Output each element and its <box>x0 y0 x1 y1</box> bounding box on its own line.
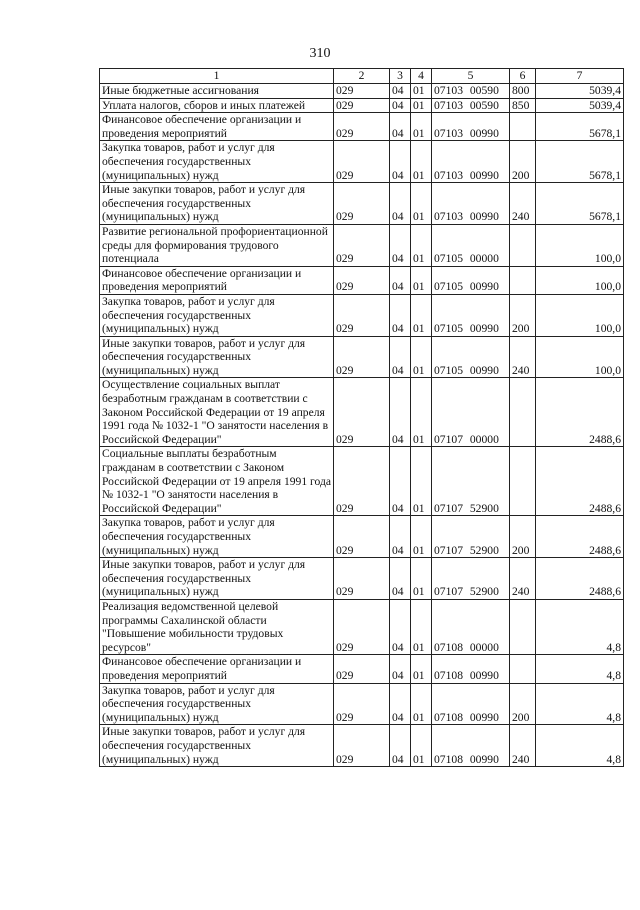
row-section: 04 <box>390 655 411 683</box>
row-section: 04 <box>390 725 411 767</box>
row-grbs: 029 <box>334 516 390 558</box>
table-row <box>100 183 624 225</box>
table-row <box>100 336 624 378</box>
row-amount: 2488,6 <box>536 558 624 600</box>
row-expense-type <box>510 224 536 266</box>
row-grbs: 029 <box>334 683 390 725</box>
row-target-article: 07108 00990 <box>432 683 510 725</box>
header-col-5: 5 <box>432 69 510 84</box>
row-target-article: 07107 00000 <box>432 378 510 447</box>
table-row <box>100 725 624 767</box>
row-grbs: 029 <box>334 558 390 600</box>
row-section: 04 <box>390 683 411 725</box>
table-row <box>100 224 624 266</box>
row-name: Иные закупки товаров, работ и услуг для обеспечения государственных (муниципальных) нужд <box>100 558 334 600</box>
header-col-1: 1 <box>100 69 334 84</box>
row-amount: 4,8 <box>536 683 624 725</box>
row-name: Закупка товаров, работ и услуг для обеспечения государственных (муниципальных) нужд <box>100 516 334 558</box>
row-expense-type <box>510 266 536 294</box>
row-section: 04 <box>390 599 411 654</box>
row-name: Финансовое обеспечение организации и проведения мероприятий <box>100 113 334 141</box>
table-row <box>100 266 624 294</box>
row-grbs: 029 <box>334 141 390 183</box>
row-target-article: 07103 00590 <box>432 98 510 113</box>
row-subsection: 01 <box>411 183 432 225</box>
row-expense-type: 240 <box>510 558 536 600</box>
row-name: Финансовое обеспечение организации и проведения мероприятий <box>100 655 334 683</box>
row-expense-type: 850 <box>510 98 536 113</box>
row-target-article: 07105 00990 <box>432 266 510 294</box>
row-subsection: 01 <box>411 224 432 266</box>
row-expense-type: 240 <box>510 725 536 767</box>
row-name: Осуществление социальных выплат безработным гражданам в соответствии с Законом Российской Федерации от 19 апреля 1991 года № 1032-1 "О занятости населения в Российской Федерации" <box>100 378 334 447</box>
header-col-3: 3 <box>390 69 411 84</box>
row-expense-type: 200 <box>510 516 536 558</box>
row-target-article: 07108 00000 <box>432 599 510 654</box>
row-name: Иные бюджетные ассигнования <box>100 84 334 99</box>
row-grbs: 029 <box>334 183 390 225</box>
table-row <box>100 113 624 141</box>
row-section: 04 <box>390 113 411 141</box>
row-amount: 5039,4 <box>536 98 624 113</box>
row-grbs: 029 <box>334 599 390 654</box>
row-name: Иные закупки товаров, работ и услуг для обеспечения государственных (муниципальных) нужд <box>100 336 334 378</box>
row-section: 04 <box>390 378 411 447</box>
row-section: 04 <box>390 98 411 113</box>
row-name: Реализация ведомственной целевой программы Сахалинской области "Повышение мобильности трудовых ресурсов" <box>100 599 334 654</box>
row-section: 04 <box>390 266 411 294</box>
row-subsection: 01 <box>411 84 432 99</box>
row-amount: 100,0 <box>536 266 624 294</box>
row-target-article: 07103 00990 <box>432 183 510 225</box>
row-amount: 100,0 <box>536 224 624 266</box>
row-target-article: 07108 00990 <box>432 655 510 683</box>
row-name: Финансовое обеспечение организации и проведения мероприятий <box>100 266 334 294</box>
row-grbs: 029 <box>334 113 390 141</box>
row-amount: 4,8 <box>536 655 624 683</box>
row-target-article: 07108 00990 <box>432 725 510 767</box>
row-subsection: 01 <box>411 655 432 683</box>
row-amount: 4,8 <box>536 725 624 767</box>
row-name: Закупка товаров, работ и услуг для обеспечения государственных (муниципальных) нужд <box>100 294 334 336</box>
header-col-4: 4 <box>411 69 432 84</box>
row-expense-type: 240 <box>510 336 536 378</box>
row-subsection: 01 <box>411 378 432 447</box>
row-name: Закупка товаров, работ и услуг для обеспечения государственных (муниципальных) нужд <box>100 683 334 725</box>
table-row <box>100 294 624 336</box>
row-expense-type: 200 <box>510 294 536 336</box>
row-subsection: 01 <box>411 516 432 558</box>
row-grbs: 029 <box>334 294 390 336</box>
row-name: Иные закупки товаров, работ и услуг для обеспечения государственных (муниципальных) нужд <box>100 183 334 225</box>
row-grbs: 029 <box>334 655 390 683</box>
row-grbs: 029 <box>334 336 390 378</box>
row-subsection: 01 <box>411 725 432 767</box>
row-target-article: 07103 00590 <box>432 84 510 99</box>
row-subsection: 01 <box>411 113 432 141</box>
row-section: 04 <box>390 294 411 336</box>
table-row <box>100 599 624 654</box>
row-expense-type <box>510 447 536 516</box>
table-row <box>100 141 624 183</box>
table-body <box>100 84 624 767</box>
row-subsection: 01 <box>411 294 432 336</box>
row-expense-type <box>510 378 536 447</box>
row-expense-type: 240 <box>510 183 536 225</box>
row-subsection: 01 <box>411 336 432 378</box>
row-subsection: 01 <box>411 98 432 113</box>
page-number: 310 <box>309 46 331 61</box>
row-name: Развитие региональной профориентационной среды для формирования трудового потенциала <box>100 224 334 266</box>
header-col-2: 2 <box>334 69 390 84</box>
row-subsection: 01 <box>411 683 432 725</box>
row-subsection: 01 <box>411 266 432 294</box>
row-section: 04 <box>390 336 411 378</box>
row-grbs: 029 <box>334 266 390 294</box>
row-grbs: 029 <box>334 98 390 113</box>
row-section: 04 <box>390 84 411 99</box>
row-amount: 5678,1 <box>536 113 624 141</box>
row-name: Социальные выплаты безработным гражданам в соответствии с Законом Российской Федерации от 19 апреля 1991 года № 1032-1 "О занятости населения в Российской Федерации" <box>100 447 334 516</box>
row-amount: 2488,6 <box>536 447 624 516</box>
table-row <box>100 683 624 725</box>
row-expense-type <box>510 655 536 683</box>
row-target-article: 07107 52900 <box>432 516 510 558</box>
row-amount: 2488,6 <box>536 516 624 558</box>
table-row <box>100 558 624 600</box>
row-section: 04 <box>390 141 411 183</box>
row-section: 04 <box>390 558 411 600</box>
row-amount: 5678,1 <box>536 183 624 225</box>
row-name: Уплата налогов, сборов и иных платежей <box>100 98 334 113</box>
row-target-article: 07103 00990 <box>432 113 510 141</box>
row-section: 04 <box>390 183 411 225</box>
table-row <box>100 447 624 516</box>
row-amount: 5678,1 <box>536 141 624 183</box>
row-grbs: 029 <box>334 447 390 516</box>
row-amount: 100,0 <box>536 336 624 378</box>
row-subsection: 01 <box>411 141 432 183</box>
row-amount: 100,0 <box>536 294 624 336</box>
row-subsection: 01 <box>411 599 432 654</box>
row-section: 04 <box>390 224 411 266</box>
row-expense-type <box>510 599 536 654</box>
row-target-article: 07103 00990 <box>432 141 510 183</box>
table-row <box>100 378 624 447</box>
row-section: 04 <box>390 447 411 516</box>
header-row <box>100 69 624 84</box>
row-grbs: 029 <box>334 224 390 266</box>
row-target-article: 07105 00990 <box>432 294 510 336</box>
row-target-article: 07105 00990 <box>432 336 510 378</box>
row-name: Иные закупки товаров, работ и услуг для обеспечения государственных (муниципальных) нужд <box>100 725 334 767</box>
row-expense-type <box>510 113 536 141</box>
row-target-article: 07105 00000 <box>432 224 510 266</box>
row-expense-type: 200 <box>510 683 536 725</box>
table-row <box>100 84 624 99</box>
budget-table <box>99 68 624 767</box>
row-grbs: 029 <box>334 725 390 767</box>
table-row <box>100 98 624 113</box>
table-row <box>100 655 624 683</box>
row-target-article: 07107 52900 <box>432 558 510 600</box>
row-expense-type: 800 <box>510 84 536 99</box>
row-grbs: 029 <box>334 378 390 447</box>
row-subsection: 01 <box>411 447 432 516</box>
row-target-article: 07107 52900 <box>432 447 510 516</box>
table-row <box>100 516 624 558</box>
header-col-7: 7 <box>536 69 624 84</box>
row-section: 04 <box>390 516 411 558</box>
row-name: Закупка товаров, работ и услуг для обеспечения государственных (муниципальных) нужд <box>100 141 334 183</box>
row-grbs: 029 <box>334 84 390 99</box>
header-col-6: 6 <box>510 69 536 84</box>
row-amount: 2488,6 <box>536 378 624 447</box>
row-subsection: 01 <box>411 558 432 600</box>
row-amount: 4,8 <box>536 599 624 654</box>
row-amount: 5039,4 <box>536 84 624 99</box>
row-expense-type: 200 <box>510 141 536 183</box>
